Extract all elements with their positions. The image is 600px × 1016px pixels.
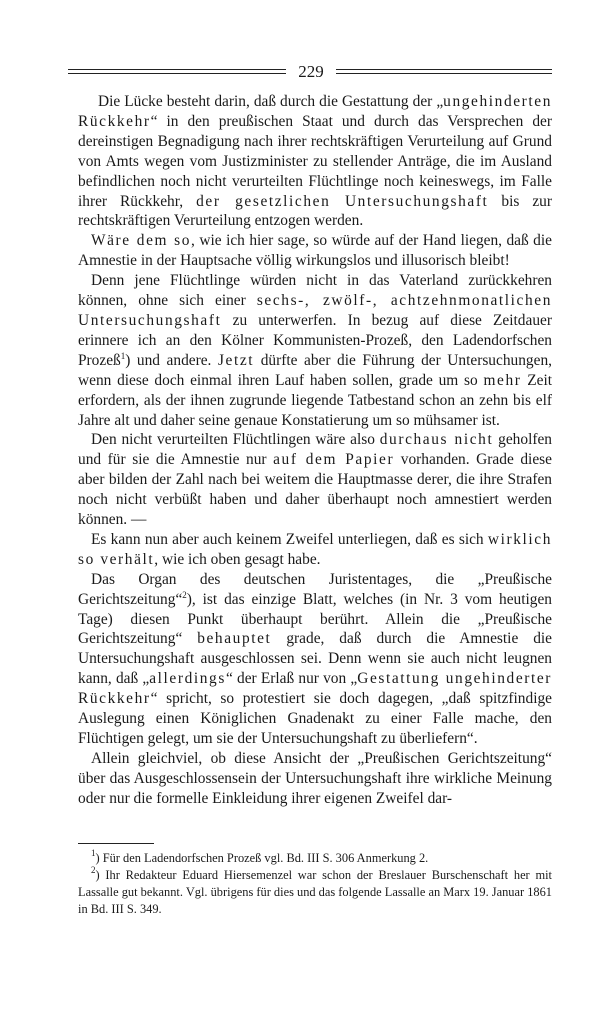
paragraph-3 (78, 271, 552, 430)
footnote-number: 2 (91, 865, 96, 875)
text-run: “ der Erlaß nur von „ (225, 670, 358, 688)
footnote-text: ) Für den Ladendorfschen Prozeß vgl. Bd. III S. 306 Anmerkung 2. (95, 851, 429, 865)
text-run: ) und andere. (125, 351, 218, 369)
header-rule-right (336, 69, 552, 75)
text-run: “ in den preußischen Staat und durch das Versprechen der dereinstigen Begnadigung nach ihrer rechtskräftigen Verurteilung auf Grund von Amts wegen vom Justizminister zu stellender Anträge, die im Ausland befindlichen noch nicht verurteilten Flüchtlinge noch keineswegs, im Falle ihrer Rückkehr, (78, 112, 552, 210)
text-run: zu unterwerfen. In bezug auf diese Zeitdauer erinnere ich an den Kölner Kommunisten-Prozeß, den Ladendorfschen Prozeß (78, 311, 552, 369)
paragraph-6 (78, 570, 552, 749)
footnote-separator (78, 843, 154, 844)
text-run: Zeit erfordern, als der ihnen zugrunde liegende Tatbestand schon an zehn bis elf Jahre alt und daher seine genaue Konstatierung um so mühsamer ist. (78, 371, 552, 429)
text-run: bis zur rechtskräftigen Verurteilung entzogen werden. (78, 192, 552, 230)
footnote-text: ) Ihr Redakteur Eduard Hiersemenzel war schon der Breslauer Burschenschaft her mit Lassalle gut bekannt. Vgl. übrigens für dies und das folgende Lassalle an Marx 19. Januar 1861 in Bd. III S. 349. (78, 868, 552, 916)
text-run: Die Lücke besteht darin, daß durch die Gestattung der „ (98, 93, 444, 110)
paragraph-1 (78, 92, 552, 231)
spaced-emphasis: behauptet (197, 630, 272, 648)
text-run: Denn jene Flüchtlinge würden nicht in das Vaterland zurückkehren können, ohne sich einer (78, 272, 552, 310)
running-header (68, 62, 552, 82)
footnotes (78, 850, 552, 918)
spaced-emphasis: durchaus nicht (379, 431, 494, 449)
text-run: Es kann nun aber auch keinem Zweifel unterliegen, daß es sich (91, 530, 488, 548)
text-run: vorhanden. Grade diese aber bilden der Zahl nach bei weitem die Hauptmasse derer, die ihre Strafen noch nicht verbüßt haben und daher überhaupt noch amnestiert werden können. — (78, 451, 552, 529)
spaced-emphasis: allerdings (149, 670, 226, 688)
spaced-emphasis: auf dem Papier (273, 451, 395, 469)
text-run: , wie ich hier sage, so würde auf der Hand liegen, daß die Amnestie in der Hauptsache völlig wirkungslos und illusorisch bleibt! (78, 232, 552, 270)
text-run: Den nicht verurteilten Flüchtlingen wäre also (91, 431, 380, 449)
text-run: ), ist das einzige Blatt, welches (in Nr. 3 vom heutigen Tage) diesen Punkt überhaupt berührt. Allein die „Preußische Gerichtszeitung“ (78, 590, 552, 648)
paragraph-2 (78, 231, 552, 271)
spaced-emphasis: sechs-, zwölf-, achtzehnmonatlichen Untersuchungshaft (78, 292, 553, 329)
text-run: grade, daß durch die Amnestie die Untersuchungshaft ausgeschlossen sei. Denn wenn sie auch nicht leugnen kann, daß „ (78, 630, 552, 688)
spaced-emphasis: Jetzt (217, 351, 255, 369)
page-number: 229 (298, 62, 324, 81)
footnote-2 (78, 867, 552, 918)
spaced-emphasis: Gestattung ungehinderter Rückkehr (78, 670, 553, 708)
spaced-emphasis: der gesetzlichen Untersuchungshaft (196, 192, 489, 210)
text-run: “ spricht, so protestiert sie doch dagegen, „daß spitzfindige Auslegung einen Königlichen Gnadenakt zu einer Falle mache, den Flüchtigen gelegt, um sie der Untersuchungshaft zu überliefern“. (78, 690, 552, 747)
paragraph-5 (78, 530, 552, 570)
text-run: Das Organ des deutschen Juristentages, die „Preußische Gerichtszeitung“ (78, 570, 552, 608)
spaced-emphasis: Wäre dem so (91, 232, 192, 250)
text-run: geholfen und für sie die Amnestie nur (78, 431, 552, 469)
footnote-number: 1 (91, 848, 96, 858)
text-run: Allein gleichviel, ob diese Ansicht der „Preußischen Gerichtszeitung“ über das Ausgeschlossensein der Untersuchungshaft ihre wirkliche Meinung oder nur die formelle Einkleidung ihrer eigenen Zweifel dar- (78, 749, 552, 807)
header-rule-left (68, 69, 286, 75)
text-run: , wie ich oben gesagt habe. (154, 550, 321, 568)
paragraph-4 (78, 430, 552, 530)
paragraph-7 (78, 749, 552, 809)
body-text (78, 92, 552, 809)
footnote-marker-1[interactable]: 1 (120, 350, 126, 361)
text-run: dürfte aber die Führung der Untersuchungen, wenn diese doch einmal ihren Lauf haben sollen, grade um so (78, 351, 552, 389)
footnote-marker-2[interactable]: 2 (182, 589, 187, 600)
footnote-1 (78, 850, 552, 867)
spaced-emphasis: mehr (483, 371, 522, 389)
spaced-emphasis: ungehinderten Rückkehr (78, 93, 552, 130)
spaced-emphasis: wirklich so verhält (78, 530, 552, 568)
